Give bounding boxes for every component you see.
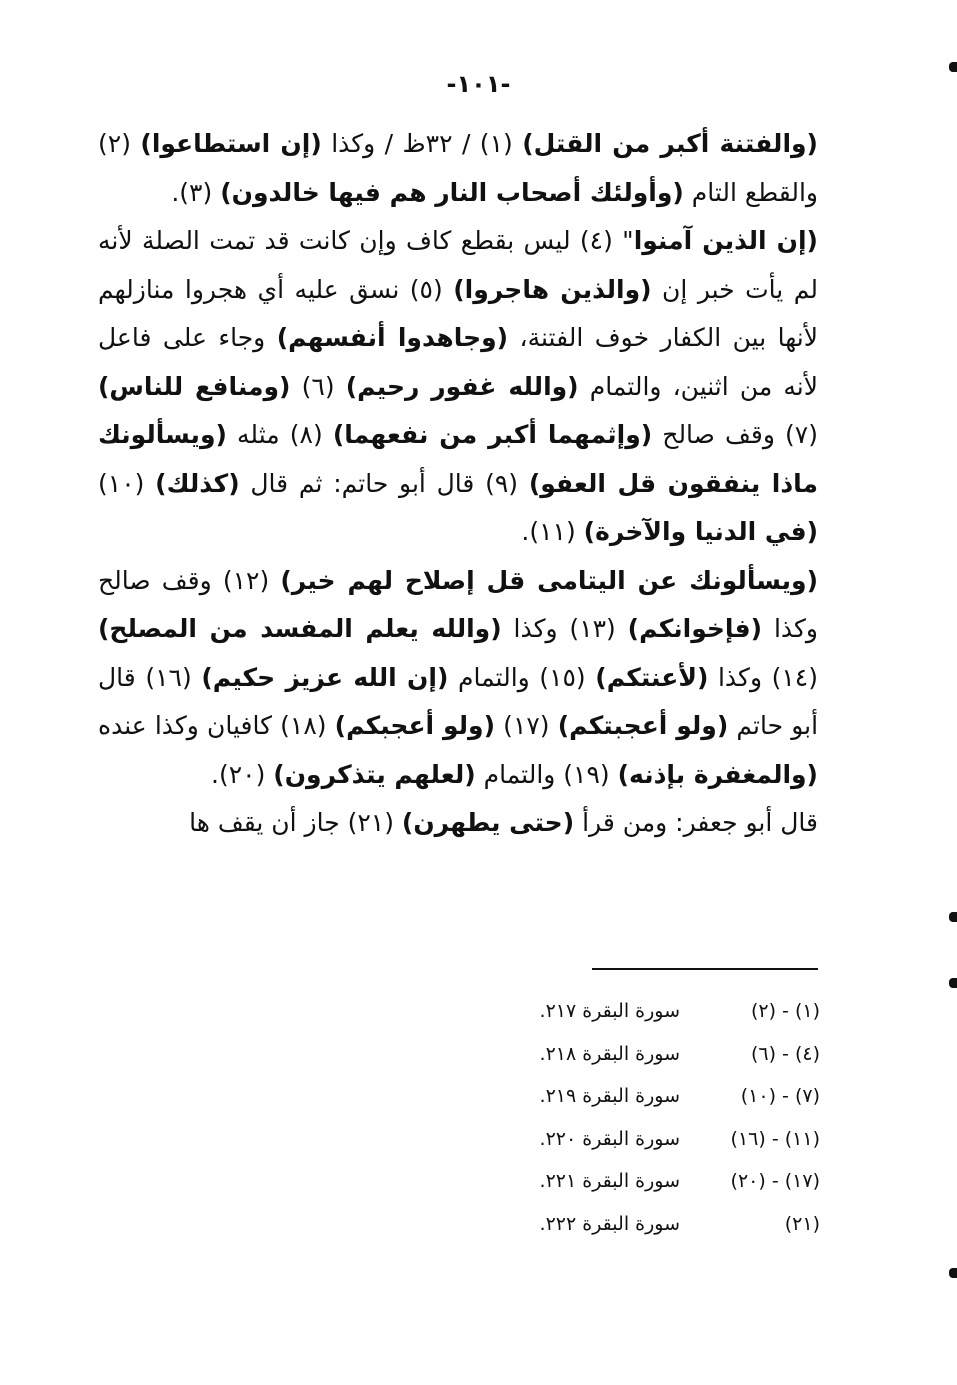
edge-mark — [949, 1268, 957, 1278]
commentary-text: (١٧) — [495, 711, 558, 740]
quranic-phrase: (إن استطاعوا) — [140, 129, 322, 158]
quranic-phrase: (وجاهدوا أنفسهم) — [276, 323, 509, 352]
footnote-item — [480, 990, 820, 1033]
commentary-text: (١٥) والتمام — [448, 662, 596, 692]
footnote-ref: (٤) - (٦) — [750, 1042, 820, 1065]
commentary-text: (٦) — [290, 371, 346, 401]
commentary-text: (٩) قال أبو حاتم: ثم قال — [239, 468, 529, 498]
commentary-text: (١٠) — [98, 468, 156, 498]
commentary-text: وجاء على فاعل لأنه من اثنين، والتمام — [98, 323, 819, 401]
quranic-phrase: (ويسألونك عن اليتامى قل إصلاح لهم خير) — [280, 565, 819, 595]
commentary-text: (٨) مثله — [226, 420, 333, 449]
footnote-item — [480, 1033, 820, 1076]
footnote-source: سورة البقرة ٢٢١. — [539, 1170, 680, 1192]
commentary-text: (١) / ٣٢ظ / وكذا — [321, 129, 523, 158]
commentary-text: (١٩) والتمام — [475, 759, 618, 789]
footnote-item — [480, 1160, 820, 1203]
footnote-source: سورة البقرة ٢٢٢. — [539, 1212, 680, 1235]
footnote-source: سورة البقرة ٢١٩. — [539, 1085, 680, 1107]
commentary-text: " (٤) ليس بقطع كاف وإن كانت قد تمت الصلة لأنه لم يأت خبر إن — [98, 226, 818, 304]
commentary-text: قال أبو جعفر: ومن قرأ — [574, 808, 818, 837]
quranic-phrase: (في الدنيا والآخرة) — [583, 517, 818, 546]
quranic-phrase: (حتى يطهرن) — [401, 808, 575, 837]
commentary-text: (٢١) جاز أن يقف ها — [189, 808, 402, 837]
footnote-ref: (٧) - (١٠) — [740, 1085, 820, 1107]
footnote-divider — [592, 968, 818, 970]
footnote-item — [480, 1118, 820, 1161]
body-text — [98, 120, 818, 848]
paragraph — [98, 557, 818, 800]
paragraph — [98, 120, 818, 217]
commentary-text: (١٦) قال أبو حاتم — [98, 662, 819, 740]
quranic-phrase: (والله يعلم المفسد من المصلح) — [98, 614, 502, 643]
footnote-item — [480, 1203, 820, 1246]
quranic-phrase: (والله غفور رحيم) — [345, 371, 579, 401]
quranic-phrase: (ويسألونك ماذا ينفقون قل العفو) — [98, 420, 819, 498]
footnote-ref: (١) - (٢) — [750, 1000, 820, 1022]
quranic-phrase: (والذين هاجروا) — [453, 274, 652, 304]
commentary-text: (٢٠). — [211, 759, 274, 789]
footnote-source: سورة البقرة ٢٢٠. — [539, 1127, 680, 1150]
quranic-phrase: (كذلك) — [155, 468, 240, 498]
quranic-phrase: (ولو أعجبكم) — [334, 711, 496, 740]
quranic-phrase: (إن الله عزيز حكيم) — [201, 662, 449, 692]
footnote-ref: (١١) - (١٦) — [730, 1127, 820, 1150]
commentary-text: (٧) وقف صالح — [652, 420, 818, 449]
footnote-ref: (١٧) - (٢٠) — [730, 1170, 820, 1192]
commentary-text: (٣). — [171, 177, 221, 207]
footnote-ref: (٢١) — [784, 1212, 820, 1235]
quranic-phrase: (والفتنة أكبر من القتل) — [522, 129, 818, 158]
commentary-text: (٥) نسق عليه أي هجروا منازلهم لأنها بين الكفار خوف الفتنة، — [98, 274, 818, 352]
footnotes — [480, 990, 820, 1245]
commentary-text: (١٨) كافيان وكذا عنده — [98, 711, 335, 740]
quranic-phrase: (وأولئك أصحاب النار هم فيها خالدون) — [220, 177, 684, 207]
edge-mark — [949, 978, 957, 988]
quranic-phrase: (ومنافع للناس) — [98, 371, 291, 401]
paragraph — [98, 217, 818, 557]
commentary-text: (١٣) وكذا — [501, 614, 628, 643]
quranic-phrase: (لعلهم يتذكرون) — [273, 759, 476, 789]
quranic-phrase: (والمغفرة بإذنه) — [617, 759, 818, 789]
commentary-text: (١٢) وقف صالح وكذا — [98, 565, 818, 643]
commentary-text: (٢) والقطع التام — [98, 129, 818, 207]
commentary-text: (١٤) وكذا — [708, 662, 818, 692]
quranic-phrase: (لأعنتكم) — [595, 662, 709, 692]
footnote-item — [480, 1075, 820, 1118]
commentary-text: (١١). — [521, 517, 584, 546]
quranic-phrase: (فإخوانكم) — [627, 614, 763, 643]
paragraph — [98, 799, 818, 848]
edge-mark — [949, 62, 957, 72]
footnote-source: سورة البقرة ٢١٧. — [539, 1000, 680, 1022]
page-number: -١٠١- — [446, 70, 511, 98]
quranic-phrase: (إن الذين آمنوا — [633, 226, 818, 255]
quranic-phrase: (وإثمهما أكبر من نفعهما) — [332, 420, 653, 449]
edge-mark — [949, 912, 957, 922]
footnote-source: سورة البقرة ٢١٨. — [539, 1042, 680, 1065]
quranic-phrase: (ولو أعجبتكم) — [557, 711, 729, 740]
